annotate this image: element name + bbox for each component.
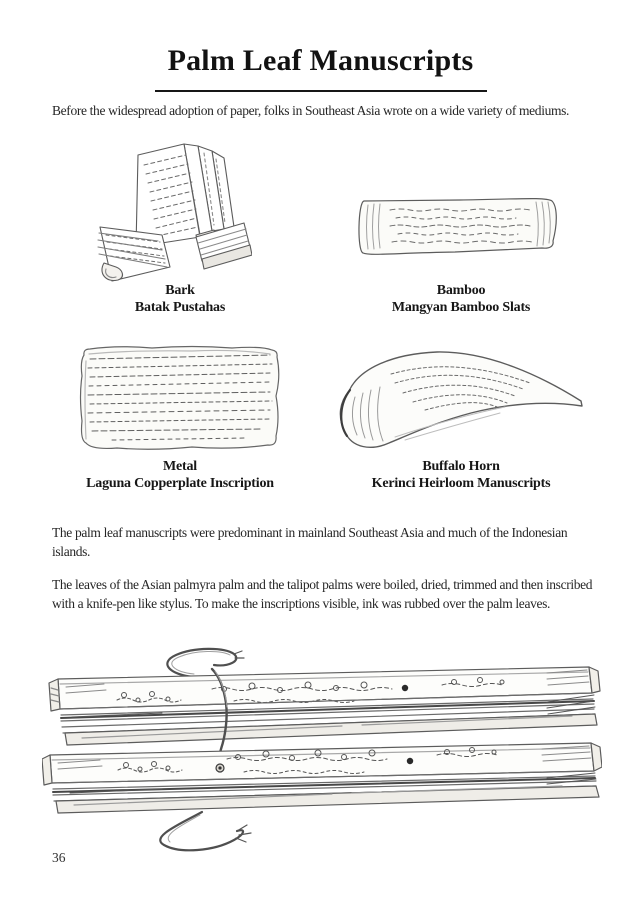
figure-medium-horn: Buffalo Horn (422, 459, 500, 474)
page-number: 36 (52, 850, 66, 865)
figure-example-metal: Laguna Copperplate Inscription (86, 475, 274, 491)
figure-example-bark: Batak Pustahas (134, 299, 226, 315)
page-title: Palm Leaf Manuscripts (167, 44, 474, 77)
palm-leaf-manuscripts-illustration (42, 645, 602, 860)
figure-medium-bark: Bark (165, 283, 195, 298)
intro-paragraph: Before the widespread adoption of paper, folks in Southeast Asia wrote on a wide variety of mediums. (52, 103, 570, 118)
figure-example-horn: Kerinci Heirloom Manuscripts (371, 475, 551, 491)
figure-caption-horn (336, 459, 586, 492)
bark-book-illustration (92, 139, 252, 285)
figure-example-bamboo: Mangyan Bamboo Slats (391, 299, 531, 315)
figure-caption-metal (55, 459, 305, 492)
buffalo-horn-illustration (325, 341, 593, 459)
body-paragraph-1: The palm leaf manuscripts were predominant in mainland Southeast Asia and much of the Indonesian islands. (52, 525, 568, 559)
figure-medium-metal: Metal (163, 459, 197, 474)
body-paragraph-2: The leaves of the Asian palmyra palm and the talipot palms were boiled, dried, trimmed and then inscribed with a knife-pen like stylus. To make the inscriptions visible, ink was rubbed over the palm leaves. (52, 577, 593, 611)
copperplate-illustration (72, 341, 287, 456)
title-underline (155, 90, 487, 92)
bamboo-slat-illustration (350, 189, 565, 265)
figure-medium-bamboo: Bamboo (436, 283, 486, 298)
figure-caption-bamboo (336, 283, 586, 316)
figure-caption-bark (55, 283, 305, 316)
